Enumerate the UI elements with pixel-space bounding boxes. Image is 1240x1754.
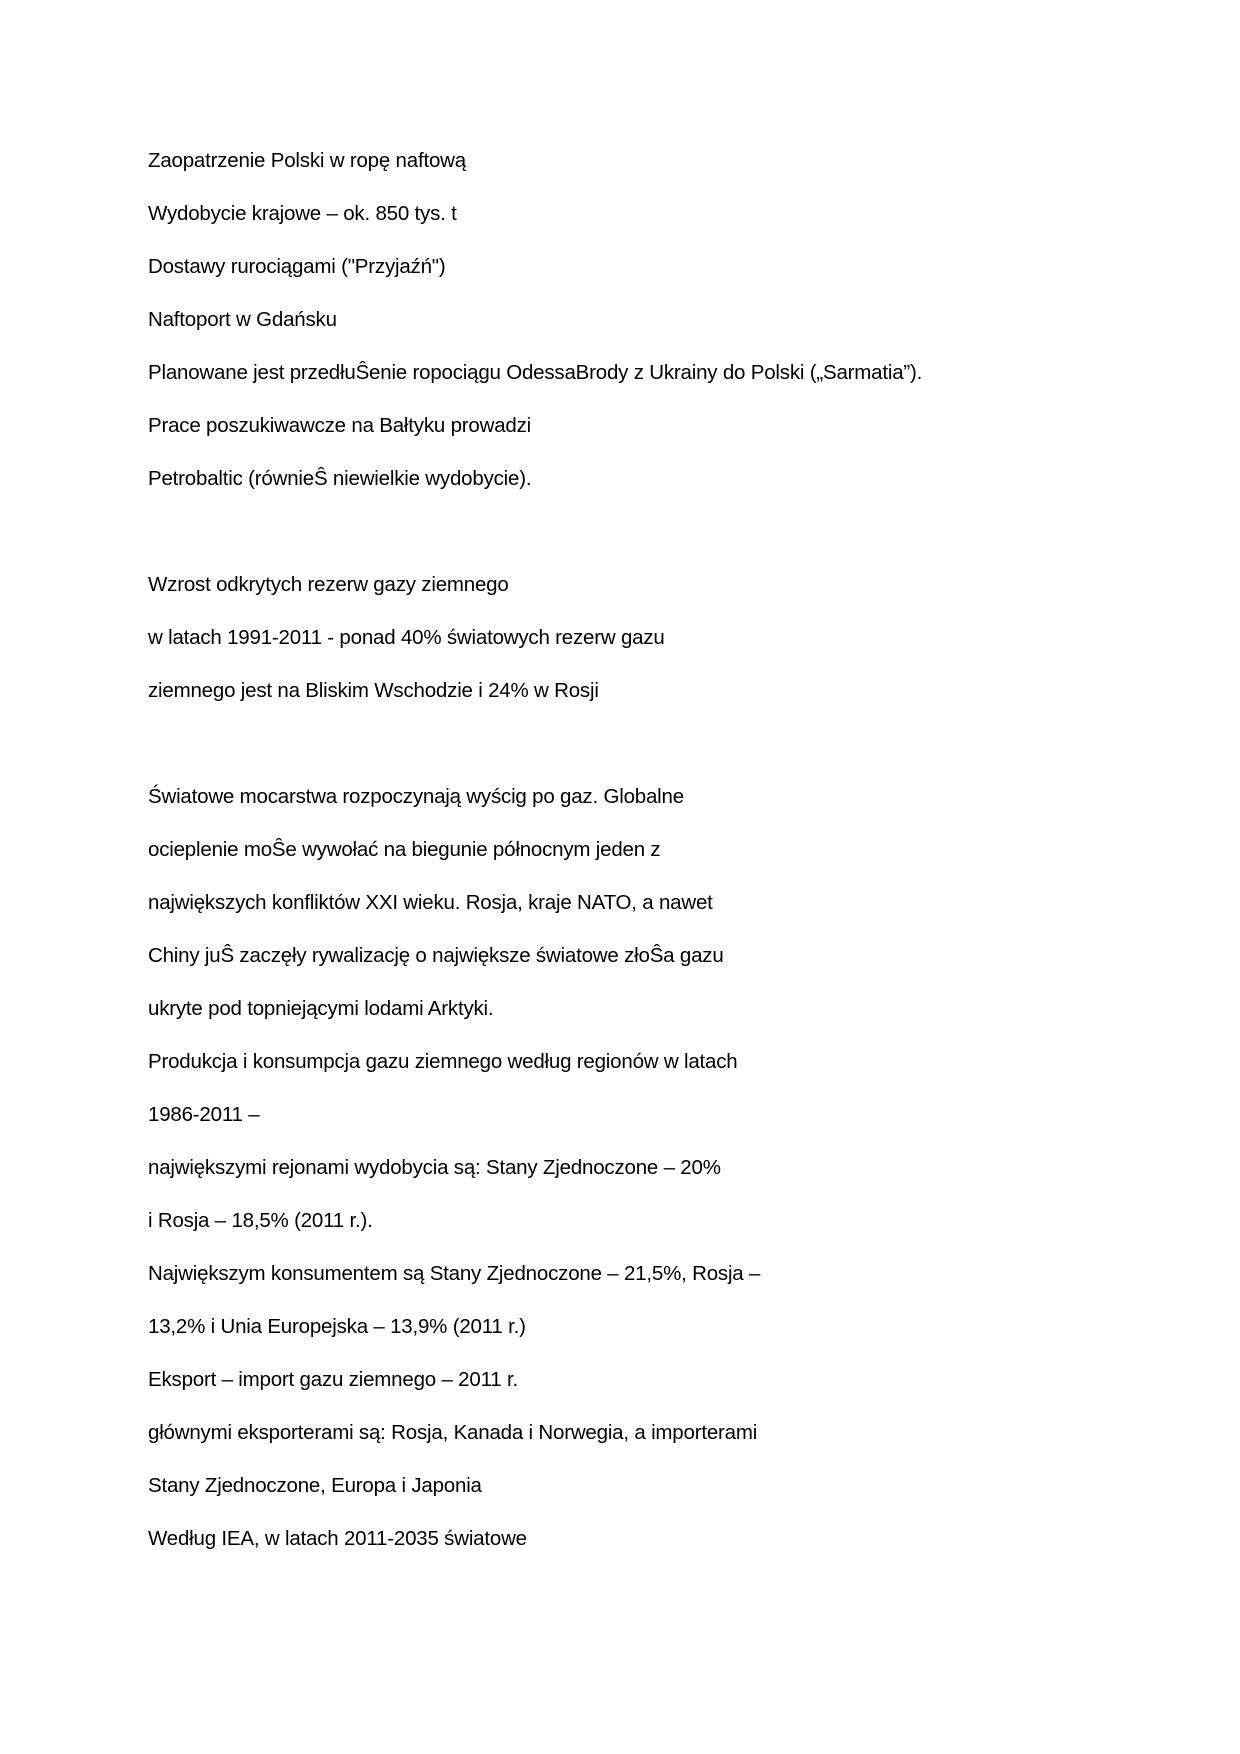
reserves-heading: Wzrost odkrytych rezerw gazy ziemnego [148,573,509,596]
text-line: Eksport – import gazu ziemnego – 2011 r. [148,1368,518,1391]
text-line: Stany Zjednoczone, Europa i Japonia [148,1474,482,1497]
oil-heading: Zaopatrzenie Polski w ropę naftową [148,149,466,172]
text-line: Dostawy rurociągami ("Przyjaźń") [148,255,446,278]
powers-heading: Światowe mocarstwa rozpoczynają wyścig po gaz. Globalne [148,785,684,808]
text-line: Wydobycie krajowe – ok. 850 tys. t [148,202,457,225]
text-line: Największym konsumentem są Stany Zjednoczone – 21,5%, Rosja – [148,1262,761,1285]
text-line: Produkcja i konsumpcja gazu ziemnego według regionów w latach [148,1050,738,1073]
text-line: i Rosja – 18,5% (2011 r.). [148,1209,373,1232]
text-line: Według IEA, w latach 2011-2035 światowe [148,1527,527,1550]
text-line: ocieplenie moŜe wywołać na biegunie północnym jeden z [148,838,661,861]
text-line: Prace poszukiwawcze na Bałtyku prowadzi [148,414,532,437]
text-line: Petrobaltic (równieŜ niewielkie wydobycie). [148,467,532,490]
text-line: w latach 1991-2011 - ponad 40% światowych rezerw gazu [148,626,665,649]
text-line: Chiny juŜ zaczęły rywalizację o największe światowe złoŜa gazu [148,944,724,967]
text-line: głównymi eksporterami są: Rosja, Kanada i Norwegia, a importerami [148,1421,758,1444]
text-line: ukryte pod topniejącymi lodami Arktyki. [148,997,494,1020]
text-line: ziemnego jest na Bliskim Wschodzie i 24% w Rosji [148,679,599,702]
text-line: największych konfliktów XXI wieku. Rosja, kraje NATO, a nawet [148,891,713,914]
text-line: 1986-2011 – [148,1103,260,1126]
text-line: 13,2% i Unia Europejska – 13,9% (2011 r.) [148,1315,526,1338]
text-line: Naftoport w Gdańsku [148,308,337,331]
text-line: największymi rejonami wydobycia są: Stany Zjednoczone – 20% [148,1156,721,1179]
text-line: Planowane jest przedłuŜenie ropociągu OdessaBrody z Ukrainy do Polski („Sarmatia”). [148,361,923,384]
